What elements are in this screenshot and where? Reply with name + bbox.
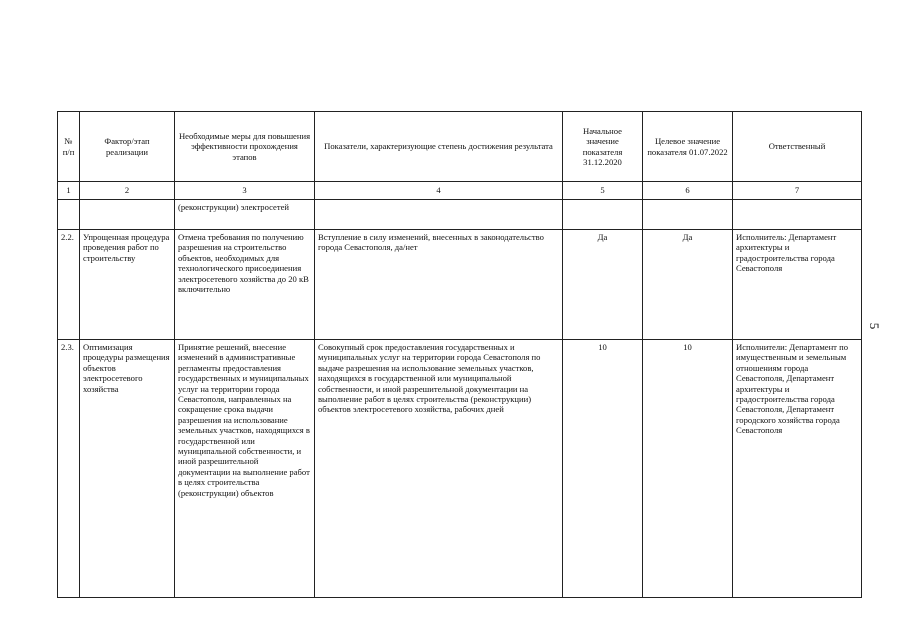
row-responsible: Исполнители: Департамент по имущественным и земельным отношениям города Севастополя, Департамент архитектуры и градостроительства города Севастополя, Департамент городского хозяйства города Севастополя xyxy=(733,340,862,598)
page-number: 5 xyxy=(867,322,882,330)
row-start-value xyxy=(563,200,643,230)
row-start-value: 10 xyxy=(563,340,643,598)
row-responsible xyxy=(733,200,862,230)
column-number: 3 xyxy=(175,182,315,200)
measures-table xyxy=(57,111,862,598)
header-factor: Фактор/этап реализации xyxy=(80,112,175,182)
row-factor: Упрощенная процедура проведения работ по строительству xyxy=(80,230,175,340)
row-start-value: Да xyxy=(563,230,643,340)
column-number: 6 xyxy=(643,182,733,200)
column-numbering-row xyxy=(58,182,862,200)
row-number xyxy=(58,200,80,230)
column-number: 7 xyxy=(733,182,862,200)
column-number: 5 xyxy=(563,182,643,200)
row-target-value: 10 xyxy=(643,340,733,598)
row-measures: Принятие решений, внесение изменений в административные регламенты предоставления государственных и муниципальных услуг на территории города Севастополя, направленных на сокращение срока выдачи разрешения на использование земельных участков, находящихся в государственной или муниципальной собственности, и иной разрешительной документации на выполнение работ в целях строительства (реконструкции) объектов xyxy=(175,340,315,598)
row-measures: (реконструкции) электросетей xyxy=(175,200,315,230)
row-number: 2.2. xyxy=(58,230,80,340)
row-responsible: Исполнитель: Департамент архитектуры и градостроительства города Севастополя xyxy=(733,230,862,340)
column-number: 2 xyxy=(80,182,175,200)
table-row xyxy=(58,340,862,598)
header-measures: Необходимые меры для повышения эффективности прохождения этапов xyxy=(175,112,315,182)
table-row xyxy=(58,230,862,340)
row-number: 2.3. xyxy=(58,340,80,598)
header-indicators: Показатели, характеризующие степень достижения результата xyxy=(315,112,563,182)
table-header-row xyxy=(58,112,862,182)
header-responsible: Ответственный xyxy=(733,112,862,182)
header-target-value: Целевое значение показателя 01.07.2022 xyxy=(643,112,733,182)
row-indicator: Совокупный срок предоставления государственных и муниципальных услуг на территории города Севастополя по выдаче разрешения на использование земельных участков, находящихся в государственной или муниципальной собственности, и иной разрешительной документации на выполнение работ в целях строительства (реконструкции) объектов электросетевого хозяйства, рабочих дней xyxy=(315,340,563,598)
column-number: 4 xyxy=(315,182,563,200)
row-indicator: Вступление в силу изменений, внесенных в законодательство города Севастополя, да/нет xyxy=(315,230,563,340)
row-measures: Отмена требования по получению разрешения на строительство объектов, необходимых для технологического присоединения электросетевого хозяйства до 20 кВ включительно xyxy=(175,230,315,340)
table-row xyxy=(58,200,862,230)
column-number: 1 xyxy=(58,182,80,200)
row-target-value: Да xyxy=(643,230,733,340)
header-number: № п/п xyxy=(58,112,80,182)
row-factor xyxy=(80,200,175,230)
header-start-value: Начальное значение показателя 31.12.2020 xyxy=(563,112,643,182)
row-indicator xyxy=(315,200,563,230)
row-factor: Оптимизация процедуры размещения объектов электросетевого хозяйства xyxy=(80,340,175,598)
row-target-value xyxy=(643,200,733,230)
